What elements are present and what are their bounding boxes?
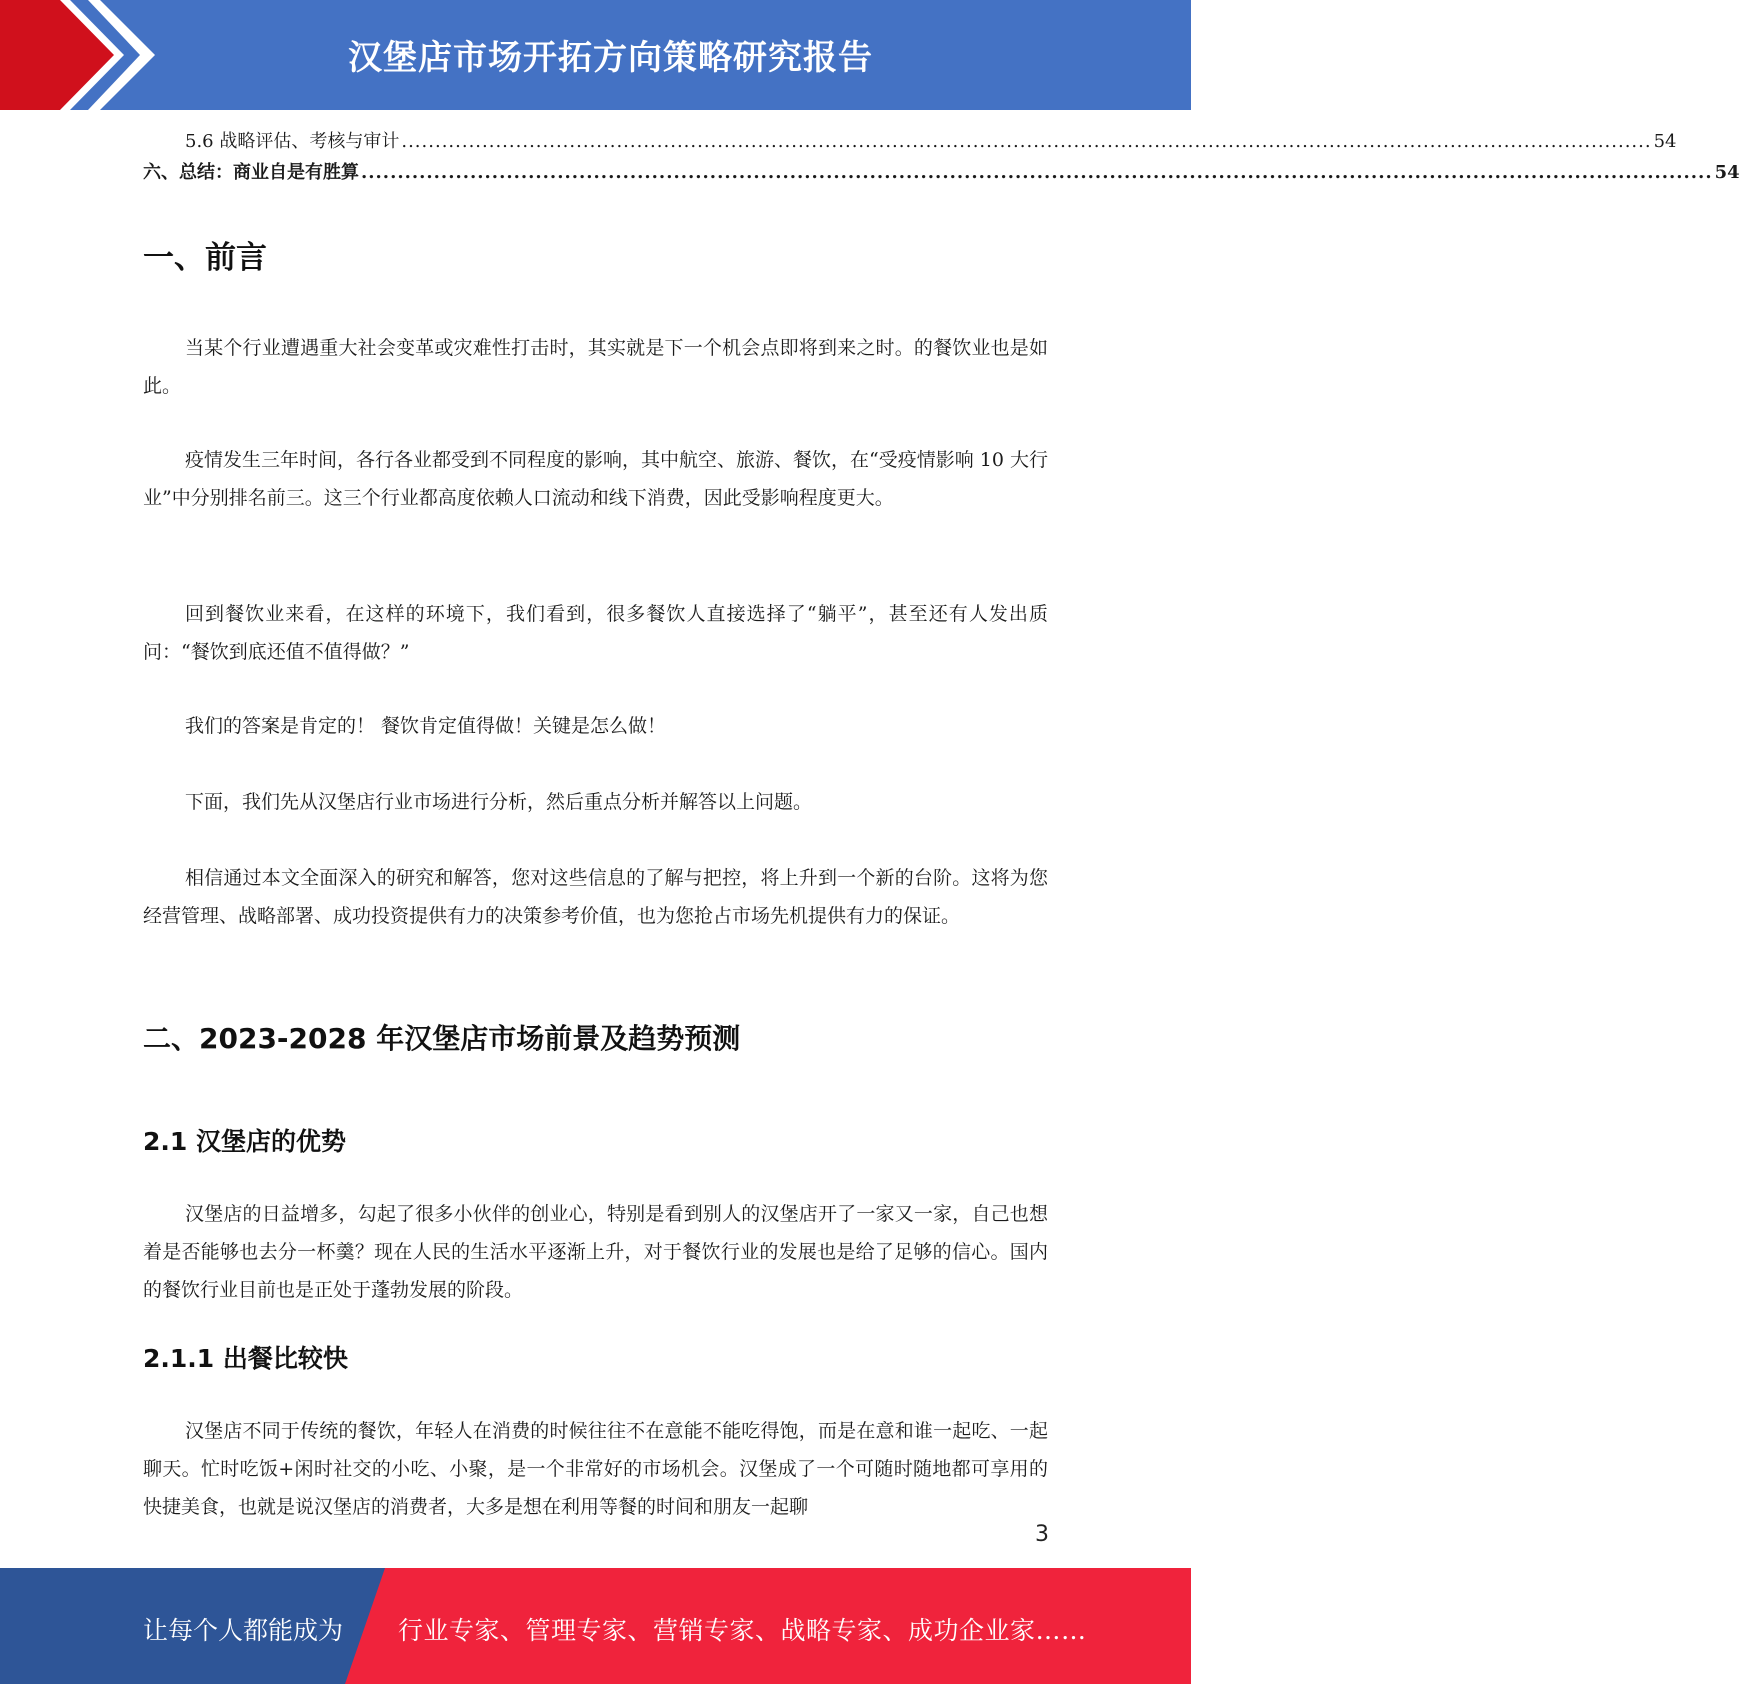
body-paragraph: 疫情发生三年时间，各行各业都受到不同程度的影响，其中航空、旅游、餐饮，在“受疫情影响 10 大行业”中分别排名前三。这三个行业都高度依赖人口流动和线下消费，因此受影响程度更大。	[143, 449, 1048, 509]
section-heading-forecast: 二、2023-2028 年汉堡店市场前景及趋势预测	[143, 1022, 741, 1055]
toc-leader-dots: ..........................................................................................................................................................................................	[401, 131, 1652, 152]
body-paragraph: 相信通过本文全面深入的研究和解答，您对这些信息的了解与把控，将上升到一个新的台阶。这将为您经营管理、战略部署、成功投资提供有力的决策参考价值，也为您抢占市场先机提供有力的保证。	[143, 867, 1048, 927]
page-header	[0, 0, 1191, 110]
footer-slogan-right: 行业专家、管理专家、营销专家、战略专家、成功企业家……	[398, 1616, 1087, 1645]
subsubsection-heading-fast-service: 2.1.1 出餐比较快	[143, 1344, 348, 1373]
toc-entry-text: 5.6 战略评估、考核与审计	[185, 131, 400, 152]
toc-entry-page: 54	[1714, 162, 1740, 183]
subsection-heading-advantage: 2.1 汉堡店的优势	[143, 1127, 346, 1156]
toc-entry-page: 54	[1653, 131, 1677, 152]
body-paragraph: 我们的答案是肯定的！ 餐饮肯定值得做！关键是怎么做！	[185, 715, 667, 737]
toc-entry-text: 六、总结：商业自是有胜算	[143, 162, 359, 183]
body-paragraph: 下面，我们先从汉堡店行业市场进行分析，然后重点分析并解答以上问题。	[185, 791, 813, 813]
body-paragraph: 回到餐饮业来看，在这样的环境下，我们看到，很多餐饮人直接选择了“躺平”，甚至还有人发出质问：“餐饮到底还值不值得做？”	[143, 603, 1048, 663]
page-footer	[0, 1568, 1191, 1684]
body-paragraph: 汉堡店不同于传统的餐饮，年轻人在消费的时候往往不在意能不能吃得饱，而是在意和谁一起吃、一起聊天。忙时吃饭+闲时社交的小吃、小聚，是一个非常好的市场机会。汉堡成了一个可随时随地都可享用的快捷美食，也就是说汉堡店的消费者，大多是想在利用等餐的时间和朋友一起聊	[143, 1420, 1048, 1518]
toc-entry[interactable]	[143, 130, 1677, 154]
page-number: 3	[1035, 1522, 1049, 1547]
header-title: 汉堡店市场开拓方向策略研究报告	[348, 38, 873, 78]
body-paragraph: 当某个行业遭遇重大社会变革或灾难性打击时，其实就是下一个机会点即将到来之时。的餐饮业也是如此。	[143, 337, 1048, 397]
section-heading-preface: 一、前言	[143, 240, 267, 276]
footer-slogan-left: 让每个人都能成为	[143, 1616, 344, 1645]
body-paragraph: 汉堡店的日益增多，勾起了很多小伙伴的创业心，特别是看到别人的汉堡店开了一家又一家，自己也想着是否能够也去分一杯羹？现在人民的生活水平逐渐上升，对于餐饮行业的发展也是给了足够的信心。国内的餐饮行业目前也是正处于蓬勃发展的阶段。	[143, 1203, 1048, 1301]
toc-entry[interactable]	[143, 161, 1740, 185]
toc-leader-dots: ..........................................................................................................................................................................................	[361, 162, 1713, 183]
